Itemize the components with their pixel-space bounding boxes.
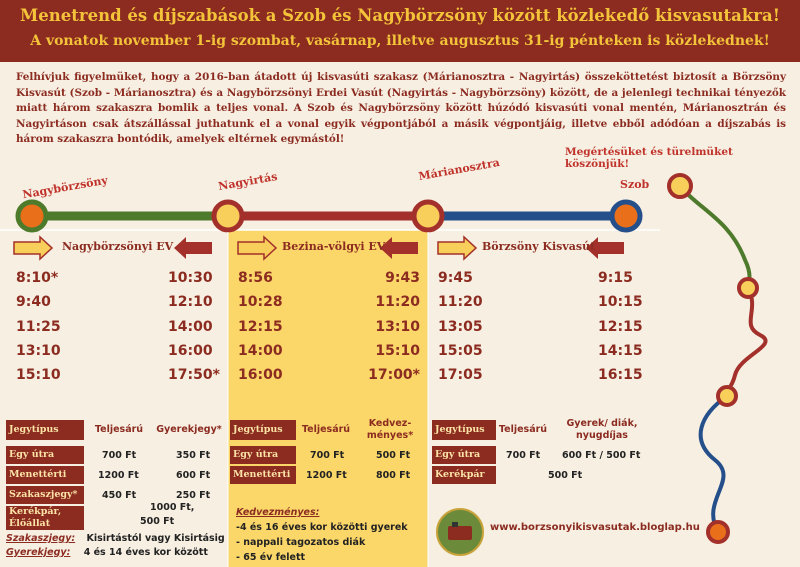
note-kedvezmenyes <box>236 505 408 565</box>
page-title: Menetrend és díjszabások a Szob és Nagybörzsöny között közlekedő kisvasutakra! <box>20 6 780 25</box>
fare3-h2: Gyerek/ diák, nyugdíjas <box>566 418 638 441</box>
note-gyerek <box>6 547 208 558</box>
note-gyerek-label: Gyerekjegy: <box>6 547 71 558</box>
arrow-left-icon <box>174 237 212 259</box>
time-cell: 12:10 <box>168 294 213 311</box>
time-cell: 17:50* <box>168 367 220 384</box>
fare-value: 350 Ft <box>176 450 211 461</box>
fare-value: 600 Ft / 500 Ft <box>562 450 641 461</box>
map-dot-1 <box>669 175 691 197</box>
fare-value: 600 Ft <box>176 470 211 481</box>
time-cell: 12:15 <box>598 318 643 335</box>
map-dot-4 <box>708 522 728 542</box>
arrow-right-icon <box>438 237 476 259</box>
time-cell: 11:20 <box>438 294 483 311</box>
fare1-r1: Egy útra <box>6 446 84 464</box>
note-gyerek-text: 4 és 14 éves kor között <box>83 547 208 558</box>
map-red <box>725 288 766 396</box>
fare3-r1: Egy útra <box>432 446 496 464</box>
time-cell: 14:00 <box>168 318 213 335</box>
time-cell: 10:28 <box>238 294 283 311</box>
page-subtitle: A vonatok november 1-ig szombat, vasárnap, illetve augusztus 31-ig pénteken is közlekednek! <box>30 33 770 49</box>
station-label-marianosztra: Márianosztra <box>417 155 501 184</box>
header-banner <box>0 0 800 62</box>
note-kedv-1: -4 és 16 éves kor közötti gyerek <box>236 522 408 533</box>
time-cell: 10:15 <box>598 294 643 311</box>
arrow-left-icon <box>380 237 418 259</box>
fare-value: 250 Ft <box>176 490 211 501</box>
time-cell: 11:25 <box>16 318 61 335</box>
fare2-h2: Kedvez-ményes* <box>366 418 414 441</box>
fare2-r1: Egy útra <box>230 446 296 464</box>
station-dot-nagyborzsony <box>18 202 46 230</box>
time-cell: 15:05 <box>438 342 483 359</box>
time-cell: 14:00 <box>238 342 283 359</box>
time-cell: 13:05 <box>438 318 483 335</box>
time-cell: 15:10 <box>375 342 420 359</box>
times-col-1 <box>16 266 61 387</box>
station-dot-nagyirtas <box>214 202 242 230</box>
note-szakasz <box>6 533 225 544</box>
fare1-h2: Gyerekjegy* <box>156 424 222 435</box>
time-cell: 9:43 <box>385 270 420 286</box>
website-link[interactable]: www.borzsonyikisvasutak.bloglap.hu <box>490 522 700 533</box>
note-szakasz-label: Szakaszjegy: <box>6 533 76 544</box>
line-label-1: Nagybörzsönyi EV <box>62 240 174 253</box>
time-cell: 12:15 <box>238 318 283 335</box>
fare1-r3: Szakaszjegy* <box>6 486 84 504</box>
arrow-right-icon <box>238 237 276 259</box>
time-cell: 9:15 <box>598 270 633 286</box>
fare3-r2: Kerékpár <box>432 466 496 484</box>
note-kedv-label: Kedvezményes: <box>236 507 320 518</box>
fare1-h1: Teljesárú <box>94 424 144 435</box>
time-cell: 16:00 <box>168 342 213 359</box>
time-cell: 17:00* <box>368 367 420 384</box>
map-blue <box>701 396 727 532</box>
time-cell: 9:40 <box>16 294 51 311</box>
station-label-nagyirtas: Nagyirtás <box>217 169 279 194</box>
time-cell: 15:10 <box>16 367 61 384</box>
time-cell: 16:15 <box>598 367 643 384</box>
time-cell: 10:30 <box>168 270 213 286</box>
fare-value: 500 Ft <box>548 470 583 481</box>
times-col-5 <box>438 266 483 387</box>
fare-value: 450 Ft <box>102 490 137 501</box>
fare2-h1: Teljesárú <box>301 424 351 435</box>
thanks-text: Megértésüket és türelmüket köszönjük! <box>565 146 733 170</box>
fare3-h1: Teljesárú <box>498 424 548 435</box>
fare-value: 1200 Ft <box>98 470 139 481</box>
fare-value: 700 Ft <box>506 450 541 461</box>
fare2-r2: Menettérti <box>230 466 296 484</box>
time-cell: 17:05 <box>438 367 483 384</box>
time-cell: 13:10 <box>375 318 420 335</box>
time-cell: 14:15 <box>598 342 643 359</box>
map-dot-3 <box>718 387 736 405</box>
fare1-r2: Menettérti <box>6 466 84 484</box>
station-label-nagyborzsony: Nagybörzsöny <box>21 173 109 202</box>
fare-value: 800 Ft <box>376 470 411 481</box>
time-cell: 11:20 <box>375 294 420 311</box>
time-cell: 8:56 <box>238 270 273 286</box>
times-col-3 <box>238 266 283 387</box>
time-cell: 8:10* <box>16 270 59 286</box>
fare2-header-label: Jegytípus <box>230 420 296 440</box>
fare-value: 500 Ft <box>376 450 411 461</box>
map-green <box>680 186 750 288</box>
arrow-right-icon <box>14 237 52 259</box>
times-col-4 <box>338 266 420 387</box>
intro-text: Felhívjuk figyelmüket, hogy a 2016-ban átadott új kisvasúti szakasz (Márianosztra - Nagyirtás) összeköttetést biztosít a Börzsöny Kisvasút (Szob - Márianosztra) és a Nagybörzsönyi Erdei Vasút (Nagyirtás - Nagybörzsöny) között, de a jelenlegi technikai tényezők miatt három szakaszra bomlik a teljes vonal. A Szob és Nagybörzsöny között húzódó kisvasúti vonal mentén, Márianosztrán és Nagyirtáson csak átszállással juthatunk el a vonal egyik végpontjából a másik végpontjáig, illetve ebből adódóan a díjszabás is három szakaszra bontódik, amelyek eltérnek egymástól! <box>16 71 786 146</box>
time-cell: 16:00 <box>238 367 283 384</box>
fare-value: 700 Ft <box>102 450 137 461</box>
fare1-r4: Kerékpár, Élőállat <box>6 506 84 530</box>
note-kedv-2: - nappali tagozatos diák <box>236 537 366 548</box>
fare-value: 1200 Ft <box>306 470 347 481</box>
fare-value: 500 Ft <box>140 516 175 527</box>
station-label-szob: Szob <box>620 178 650 191</box>
fare-value: 1000 Ft, <box>150 502 195 513</box>
fare-value: 700 Ft <box>310 450 345 461</box>
fare1-header-label: Jegytípus <box>6 420 84 440</box>
station-dot-marianosztra <box>414 202 442 230</box>
fare3-header-label: Jegytípus <box>432 420 496 440</box>
line-label-3: Börzsöny Kisvasút <box>482 240 596 253</box>
station-dot-szob <box>612 202 640 230</box>
map-dot-2 <box>739 279 757 297</box>
time-cell: 9:45 <box>438 270 473 286</box>
times-col-6 <box>598 266 643 387</box>
time-cell: 13:10 <box>16 342 61 359</box>
note-kedv-3: - 65 év felett <box>236 552 306 563</box>
railway-logo-icon <box>436 508 484 556</box>
line-label-2: Bezina-völgyi EV <box>282 240 386 253</box>
note-szakasz-text: Kisirtástól vagy Kisirtásig <box>86 533 225 544</box>
times-col-2 <box>168 266 220 387</box>
